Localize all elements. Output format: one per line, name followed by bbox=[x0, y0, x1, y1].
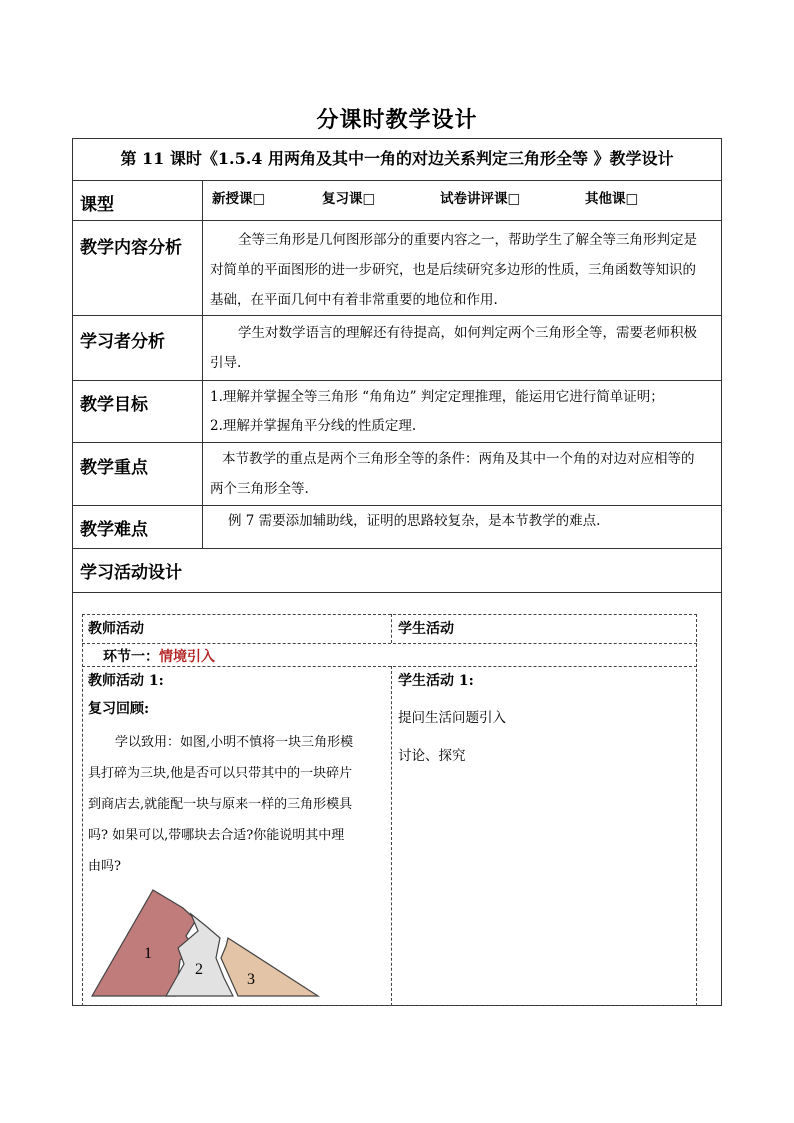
teacher-activity-title: 教师活动 1: bbox=[88, 673, 164, 689]
problem-line: 具打碎为三块,他是否可以只带其中的一块碎片 bbox=[88, 766, 353, 781]
key-points-line: 本节教学的重点是两个三角形全等的条件：两角及其中一个角的对边对应相等的 bbox=[222, 451, 695, 467]
document-title: 分课时教学设计 bbox=[316, 107, 478, 133]
row-divider bbox=[72, 180, 722, 181]
problem-line: 吗? 如果可以,带哪块去合适?你能说明其中理 bbox=[88, 828, 345, 843]
objective-item: 1.理解并掌握全等三角形 “角角边” 判定定理推理，能运用它进行简单证明； bbox=[210, 389, 664, 405]
stage-number: 环节一： bbox=[103, 649, 159, 665]
row-divider bbox=[72, 220, 722, 221]
row-divider bbox=[72, 380, 722, 381]
content-analysis-line: 对简单的平面图形的进一步研究，也是后续研究多边形的性质，三角函数等知识的 bbox=[210, 262, 696, 278]
key-points-label: 教学重点 bbox=[80, 458, 148, 478]
row-divider bbox=[72, 592, 722, 593]
student-activity-item: 讨论、探究 bbox=[398, 748, 466, 764]
course-type-option-new[interactable]: 新授课□ bbox=[212, 191, 266, 207]
content-analysis-line: 全等三角形是几何图形部分的重要内容之一，帮助学生了解全等三角形判定是 bbox=[238, 232, 697, 248]
learner-analysis-line: 引导. bbox=[210, 355, 242, 371]
review-title: 复习回顾: bbox=[88, 701, 150, 717]
learner-analysis-label: 学习者分析 bbox=[80, 332, 165, 352]
objective-item: 2.理解并掌握角平分线的性质定理. bbox=[210, 418, 417, 434]
course-type-label: 课型 bbox=[80, 195, 114, 215]
content-analysis-line: 基础，在平面几何中有着非常重要的地位和作用. bbox=[210, 292, 498, 308]
student-activity-title: 学生活动 1: bbox=[398, 673, 474, 689]
row-divider bbox=[72, 315, 722, 316]
problem-line: 学以致用：如图,小明不慎将一块三角形模 bbox=[115, 735, 354, 750]
lesson-title: 第 11 课时《1.5.4 用两角及其中一角的对边关系判定三角形全等 》教学设计 bbox=[120, 149, 674, 168]
broken-triangle-figure bbox=[88, 886, 323, 1001]
piece-label-1: 1 bbox=[144, 945, 152, 962]
activity-table-divider bbox=[82, 666, 697, 667]
key-points-line: 两个三角形全等. bbox=[210, 481, 309, 497]
course-type-option-other[interactable]: 其他课□ bbox=[585, 191, 639, 207]
course-type-option-review[interactable]: 复习课□ bbox=[322, 191, 376, 207]
row-divider bbox=[72, 442, 722, 443]
teacher-activity-header: 教师活动 bbox=[88, 621, 144, 637]
activity-column-divider bbox=[391, 614, 392, 643]
activity-table-divider bbox=[82, 643, 697, 644]
student-activity-item: 提问生活问题引入 bbox=[398, 710, 506, 726]
objectives-label: 教学目标 bbox=[80, 395, 148, 415]
problem-line: 到商店去,就能配一块与原来一样的三角形模具 bbox=[88, 797, 353, 812]
problem-line: 由吗? bbox=[88, 859, 121, 874]
learner-analysis-line: 学生对数学语言的理解还有待提高，如何判定两个三角形全等，需要老师积极 bbox=[238, 325, 697, 341]
column-divider bbox=[202, 180, 203, 548]
student-activity-header: 学生活动 bbox=[398, 621, 454, 637]
stage-label bbox=[103, 646, 215, 666]
piece-label-2: 2 bbox=[195, 961, 203, 978]
piece-label-3: 3 bbox=[247, 971, 255, 988]
row-divider bbox=[72, 548, 722, 549]
difficulties-line: 例 7 需要添加辅助线，证明的思路较复杂，是本节教学的难点. bbox=[228, 513, 601, 529]
activity-design-label: 学习活动设计 bbox=[80, 563, 182, 583]
course-type-option-exam[interactable]: 试卷讲评课□ bbox=[440, 191, 521, 207]
activity-column-divider bbox=[391, 666, 392, 1006]
content-analysis-label: 教学内容分析 bbox=[80, 238, 182, 258]
difficulties-label: 教学难点 bbox=[80, 520, 148, 540]
stage-name: 情境引入 bbox=[159, 649, 215, 665]
triangle-piece-3 bbox=[221, 938, 318, 996]
